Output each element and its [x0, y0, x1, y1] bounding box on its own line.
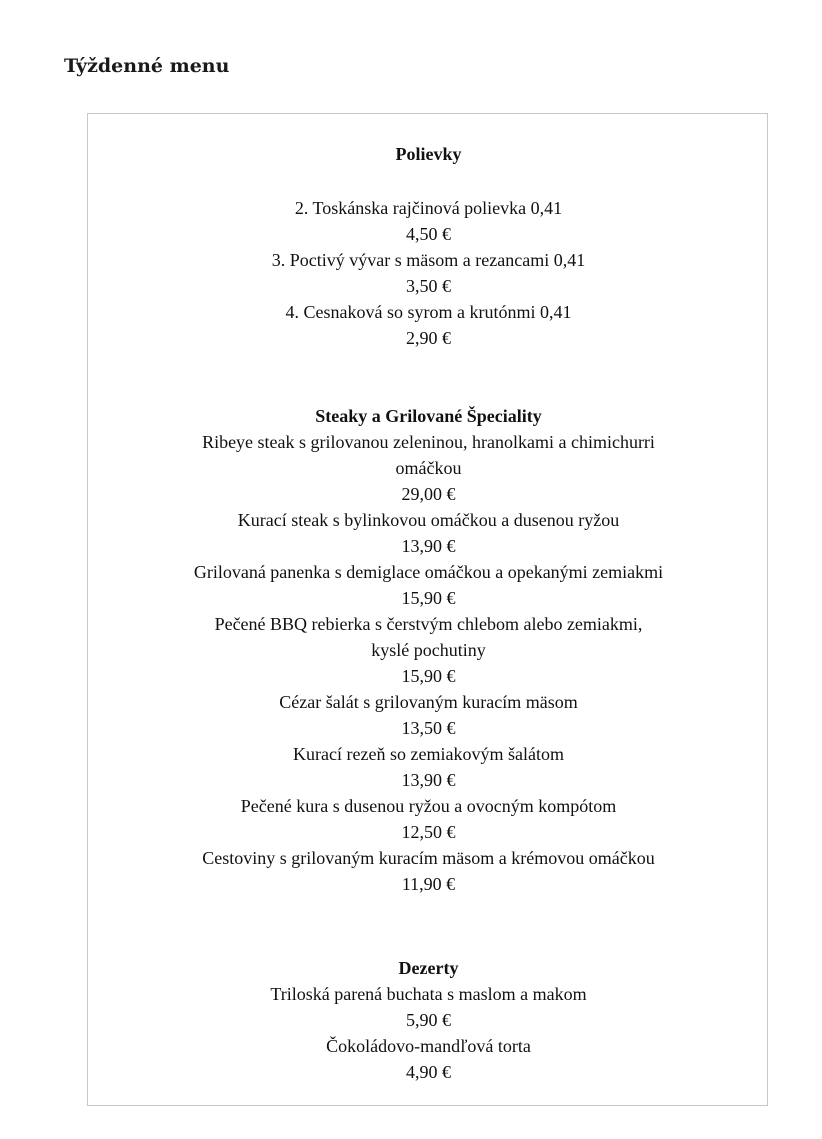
page-title: Týždenné menu	[64, 55, 230, 77]
section-title-steaks: Steaky a Grilované Špeciality	[315, 406, 542, 426]
menu-item-price: 15,90 €	[401, 666, 456, 686]
menu-item-price: 13,90 €	[401, 536, 456, 556]
menu-item-price: 4,50 €	[406, 224, 451, 244]
menu-item-name-continued: kyslé pochutiny	[371, 640, 486, 660]
menu-item-name: Ribeye steak s grilovanou zeleninou, hranolkami a chimichurri	[202, 432, 655, 452]
menu-item-name: Cézar šalát s grilovaným kuracím mäsom	[279, 692, 578, 712]
menu-item-price: 11,90 €	[401, 874, 456, 894]
menu-item-name: Kurací rezeň so zemiakovým šalátom	[293, 744, 564, 764]
menu-item-price: 15,90 €	[401, 588, 456, 608]
menu-item-name: Kurací steak s bylinkovou omáčkou a dusenou ryžou	[237, 510, 620, 530]
menu-item-price: 12,50 €	[401, 822, 456, 842]
weekly-menu-box	[87, 113, 768, 1106]
section-title-soups: Polievky	[395, 144, 462, 164]
menu-item-name: 2. Toskánska rajčinová polievka 0,41	[294, 198, 563, 218]
menu-item-name: Pečené kura s dusenou ryžou a ovocným kompótom	[240, 796, 617, 816]
menu-item-name: Čokoládovo-mandľová torta	[326, 1036, 531, 1056]
menu-item-price: 29,00 €	[401, 484, 456, 504]
menu-item-name: 4. Cesnaková so syrom a krutónmi 0,41	[285, 302, 572, 322]
menu-item-name: Cestoviny s grilovaným kuracím mäsom a krémovou omáčkou	[202, 848, 655, 868]
menu-item-price: 5,90 €	[406, 1010, 451, 1030]
menu-item-name: 3. Poctivý vývar s mäsom a rezancami 0,41	[271, 250, 586, 270]
menu-item-price: 4,90 €	[406, 1062, 451, 1082]
menu-item-name-continued: omáčkou	[395, 458, 462, 478]
menu-item-price: 3,50 €	[406, 276, 451, 296]
menu-item-name: Grilovaná panenka s demiglace omáčkou a opekanými zemiakmi	[193, 562, 664, 582]
menu-item-price: 13,50 €	[401, 718, 456, 738]
menu-item-price: 2,90 €	[406, 328, 451, 348]
menu-item-price: 13,90 €	[401, 770, 456, 790]
section-title-desserts: Dezerty	[398, 958, 459, 978]
menu-item-name: Pečené BBQ rebierka s čerstvým chlebom alebo zemiakmi,	[214, 614, 643, 634]
menu-item-name: Triloská parená buchata s maslom a makom	[270, 984, 587, 1004]
